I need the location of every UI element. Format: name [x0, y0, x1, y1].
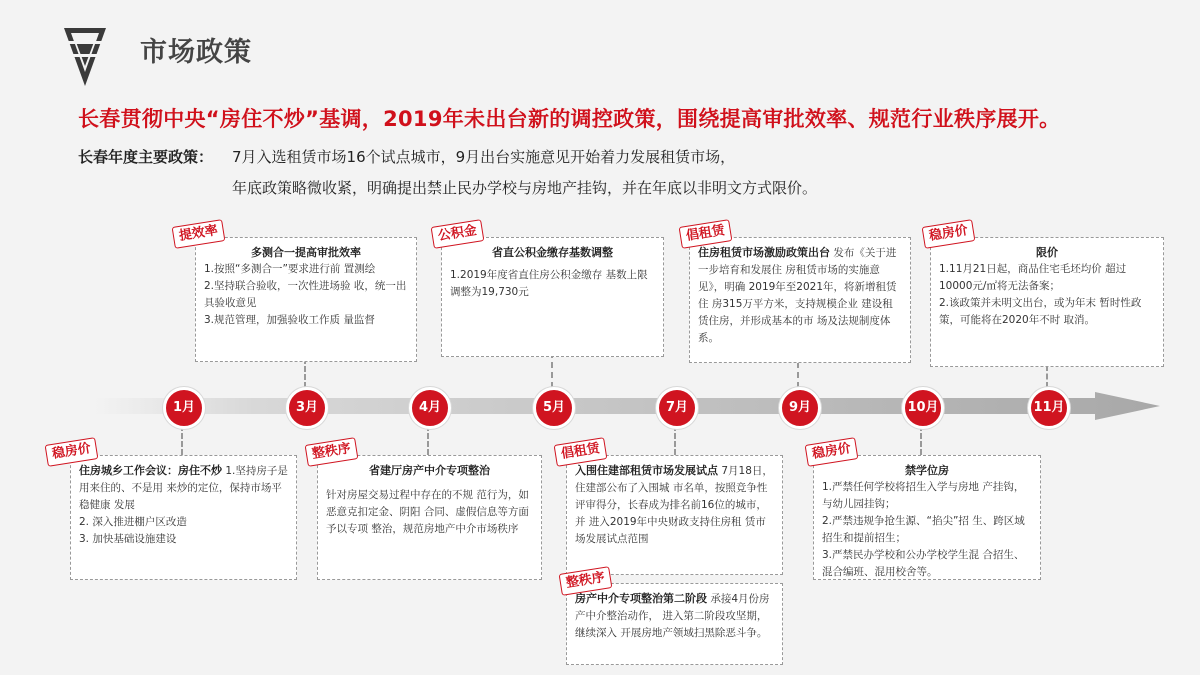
card-january	[70, 455, 297, 580]
card-july	[566, 455, 783, 575]
card-title: 住房租赁市场激励政策出台	[698, 246, 830, 259]
card-april	[317, 455, 542, 580]
policy-label: 长春年度主要政策：	[78, 148, 214, 166]
card-may	[441, 237, 664, 357]
card-item: 3.规范管理，加强验收工作质 量监督	[204, 314, 375, 326]
connector-apr	[427, 425, 429, 455]
card-title: 禁学位房	[905, 464, 949, 477]
tag-fund: 公积金	[431, 219, 485, 249]
tag-order: 整秩序	[559, 566, 613, 596]
card-item: 2.该政策并未明文出台，或为年末 暂时性政策，可能将在2020年不时 取消。	[939, 297, 1142, 326]
card-item: 3.严禁民办学校和公办学校学生混 合招生、混合编班、混用校舍等。	[822, 549, 1025, 578]
month-marker-may: 5月	[533, 387, 575, 429]
logo-triangle-icon	[62, 26, 108, 90]
card-body: 7月18日，住建部公布了入围城 市名单，按照竞争性评审得分，长春成为排名前16位的城市，并 进入2019年中央财政支持住房租 赁市场发展试点范围	[575, 465, 773, 545]
card-title: 多测合一提高审批效率	[251, 246, 361, 259]
tag-stabilize-price: 稳房价	[805, 437, 859, 467]
tag-rental: 倡租赁	[679, 219, 733, 249]
card-title: 省直公积金缴存基数调整	[492, 246, 613, 259]
tag-efficiency: 提效率	[172, 219, 226, 249]
connector-jul	[674, 425, 676, 455]
card-item: 2.坚持联合验收，一次性进场验 收，统一出具验收意见	[204, 280, 407, 309]
card-item: 2.严禁违规争抢生源、“掐尖”招 生、跨区域招生和提前招生；	[822, 515, 1025, 544]
card-item: 1.严禁任何学校将招生入学与房地 产挂钩，与幼儿园挂钩；	[822, 481, 1025, 510]
card-july-second	[566, 583, 783, 665]
card-title: 限价	[1036, 246, 1058, 259]
card-title: 房产中介专项整治第二阶段	[575, 592, 707, 605]
card-body: 承接4月份房产中介整治动作， 进入第二阶段攻坚期，继续深入 开展房地产领域扫黑除恶斗争。	[575, 593, 770, 639]
connector-jan	[181, 425, 183, 455]
policy-text-line1: 7月入选租赁市场16个试点城市，9月出台实施意见开始着力发展租赁市场，	[232, 148, 736, 166]
card-title: 住房城乡工作会议：房住不炒	[79, 464, 222, 477]
card-title: 入围住建部租赁市场发展试点	[575, 464, 718, 477]
connector-oct	[920, 425, 922, 455]
policy-text-line2: 年底政策略微收紧，明确提出禁止民办学校与房地产挂钩，并在年底以非明文方式限价。	[232, 179, 818, 197]
card-body: 针对房屋交易过程中存在的不规 范行为，如恶意克扣定金、阴阳 合同、虚假信息等方面予以专项 整治，规范房地产中介市场秩序	[326, 489, 529, 535]
card-october	[813, 455, 1041, 580]
month-marker-mar: 3月	[286, 387, 328, 429]
card-september	[689, 237, 911, 363]
month-marker-sep: 9月	[779, 387, 821, 429]
connector-sep	[797, 362, 799, 388]
card-item: 1.坚持房子是用来住的、不是用 来炒的定位，保持市场平稳健康 发展	[79, 465, 288, 511]
tag-stabilize-price: 稳房价	[922, 219, 976, 249]
card-november	[930, 237, 1164, 367]
headline: 长春贯彻中央“房住不炒”基调，2019年未出台新的调控政策，围绕提高审批效率、规范行业秩序展开。	[78, 107, 1061, 131]
card-item: 1.11月21日起，商品住宅毛坯均价 超过10000元/㎡将无法备案；	[939, 263, 1127, 292]
timeline-arrow	[95, 392, 1160, 420]
connector-mar	[304, 358, 306, 388]
card-body: 发布《关于进一步培育和发展住 房租赁市场的实施意见》，明确 2019年至2021年，将新增租赁住 房315万平方米，支持规模企业 建设租赁住房，并形成基本的市 场及法规制度体系。	[698, 247, 897, 344]
card-item: 2. 深入推进棚户区改造	[79, 516, 187, 528]
month-marker-jan: 1月	[163, 387, 205, 429]
page-title: 市场政策	[140, 37, 252, 68]
connector-nov	[1046, 365, 1048, 388]
card-title: 省建厅房产中介专项整治	[369, 464, 490, 477]
connector-may	[551, 352, 553, 388]
card-item: 3. 加快基础设施建设	[79, 533, 177, 545]
card-march	[195, 237, 417, 362]
tag-stabilize-price: 稳房价	[45, 437, 99, 467]
tag-rental: 倡租赁	[554, 437, 608, 467]
card-item: 1.2019年度省直住房公积金缴存 基数上限调整为19,730元	[450, 269, 648, 298]
month-marker-jul: 7月	[656, 387, 698, 429]
month-marker-apr: 4月	[409, 387, 451, 429]
card-item: 1.按照“多测合一”要求进行前 置测绘	[204, 263, 376, 275]
month-marker-oct: 10月	[902, 387, 944, 429]
tag-order: 整秩序	[305, 437, 359, 467]
month-marker-nov: 11月	[1028, 387, 1070, 429]
